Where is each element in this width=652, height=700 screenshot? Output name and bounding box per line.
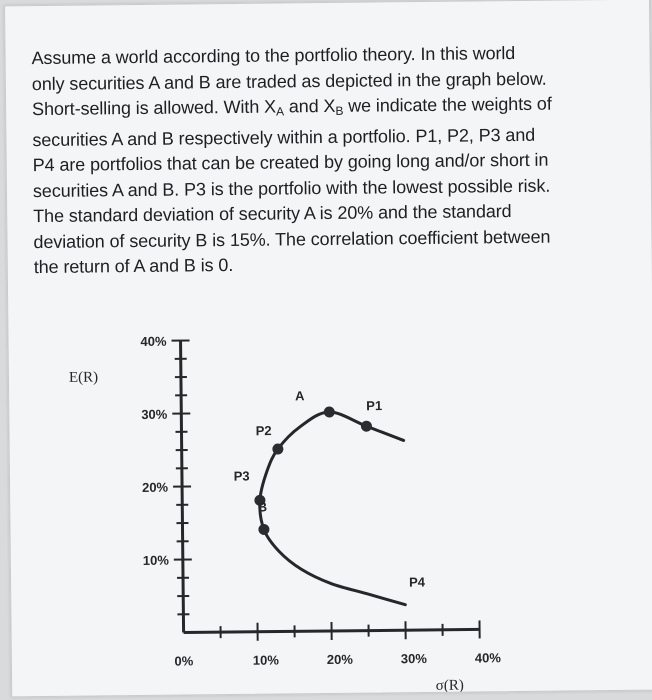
point-b bbox=[258, 524, 269, 535]
y-axis-title: E(R) bbox=[68, 369, 99, 386]
efficient-frontier-chart bbox=[5, 0, 652, 696]
question-text-segment: Short-selling is allowed. With X bbox=[32, 96, 277, 120]
question-line: Assume a world according to the portfolio theory. In this world bbox=[31, 43, 516, 69]
frontier-curve bbox=[259, 411, 405, 606]
x-tick-label: 20% bbox=[326, 651, 353, 668]
x-tick-label: 40% bbox=[474, 650, 501, 666]
question-line: only securities A and B are traded as depicted in the graph below. bbox=[31, 68, 547, 94]
point-p1 bbox=[361, 421, 372, 432]
y-tick-label: 40% bbox=[140, 333, 167, 349]
x-tick-label: 30% bbox=[400, 650, 427, 667]
chart-axes bbox=[172, 337, 480, 641]
point-a bbox=[324, 406, 335, 417]
point-label-p3: P3 bbox=[233, 468, 250, 484]
question-line: securities A and B respectively within a portfolio. P1, P2, P3 and bbox=[32, 124, 536, 150]
question-sheet bbox=[4, 0, 652, 697]
question-line: The standard deviation of security A is 20% and the standard bbox=[33, 201, 512, 227]
question-line: securities A and B. P3 is the portfolio with the lowest possible risk. bbox=[32, 175, 551, 201]
point-label-p2: P2 bbox=[255, 423, 272, 439]
y-tick-label: 30% bbox=[141, 406, 168, 422]
subscript-a: A bbox=[275, 104, 285, 119]
subscript-b: B bbox=[335, 103, 344, 118]
question-text-segment: we indicate the weights of bbox=[343, 93, 552, 116]
point-label-a: A bbox=[295, 388, 305, 404]
y-tick-label: 10% bbox=[142, 552, 169, 568]
x-axis-title: σ(R) bbox=[435, 677, 464, 694]
point-label-p4: P4 bbox=[409, 574, 426, 590]
question-text-segment: and X bbox=[283, 95, 336, 117]
point-label-b: B bbox=[257, 499, 268, 515]
question-line: the return of A and B is 0. bbox=[33, 254, 234, 278]
y-tick-label: 20% bbox=[141, 479, 169, 495]
x-tick-label: 10% bbox=[252, 652, 279, 668]
question-line: deviation of security B is 15%. The correlation coefficient between bbox=[33, 226, 551, 252]
x-tick-label: 0% bbox=[174, 653, 194, 669]
chart-labels bbox=[68, 330, 501, 696]
point-label-p1: P1 bbox=[366, 398, 383, 414]
frontier-curve-group bbox=[259, 411, 405, 606]
question-line: P4 are portfolios that can be created by going long and/or short in bbox=[32, 149, 549, 176]
